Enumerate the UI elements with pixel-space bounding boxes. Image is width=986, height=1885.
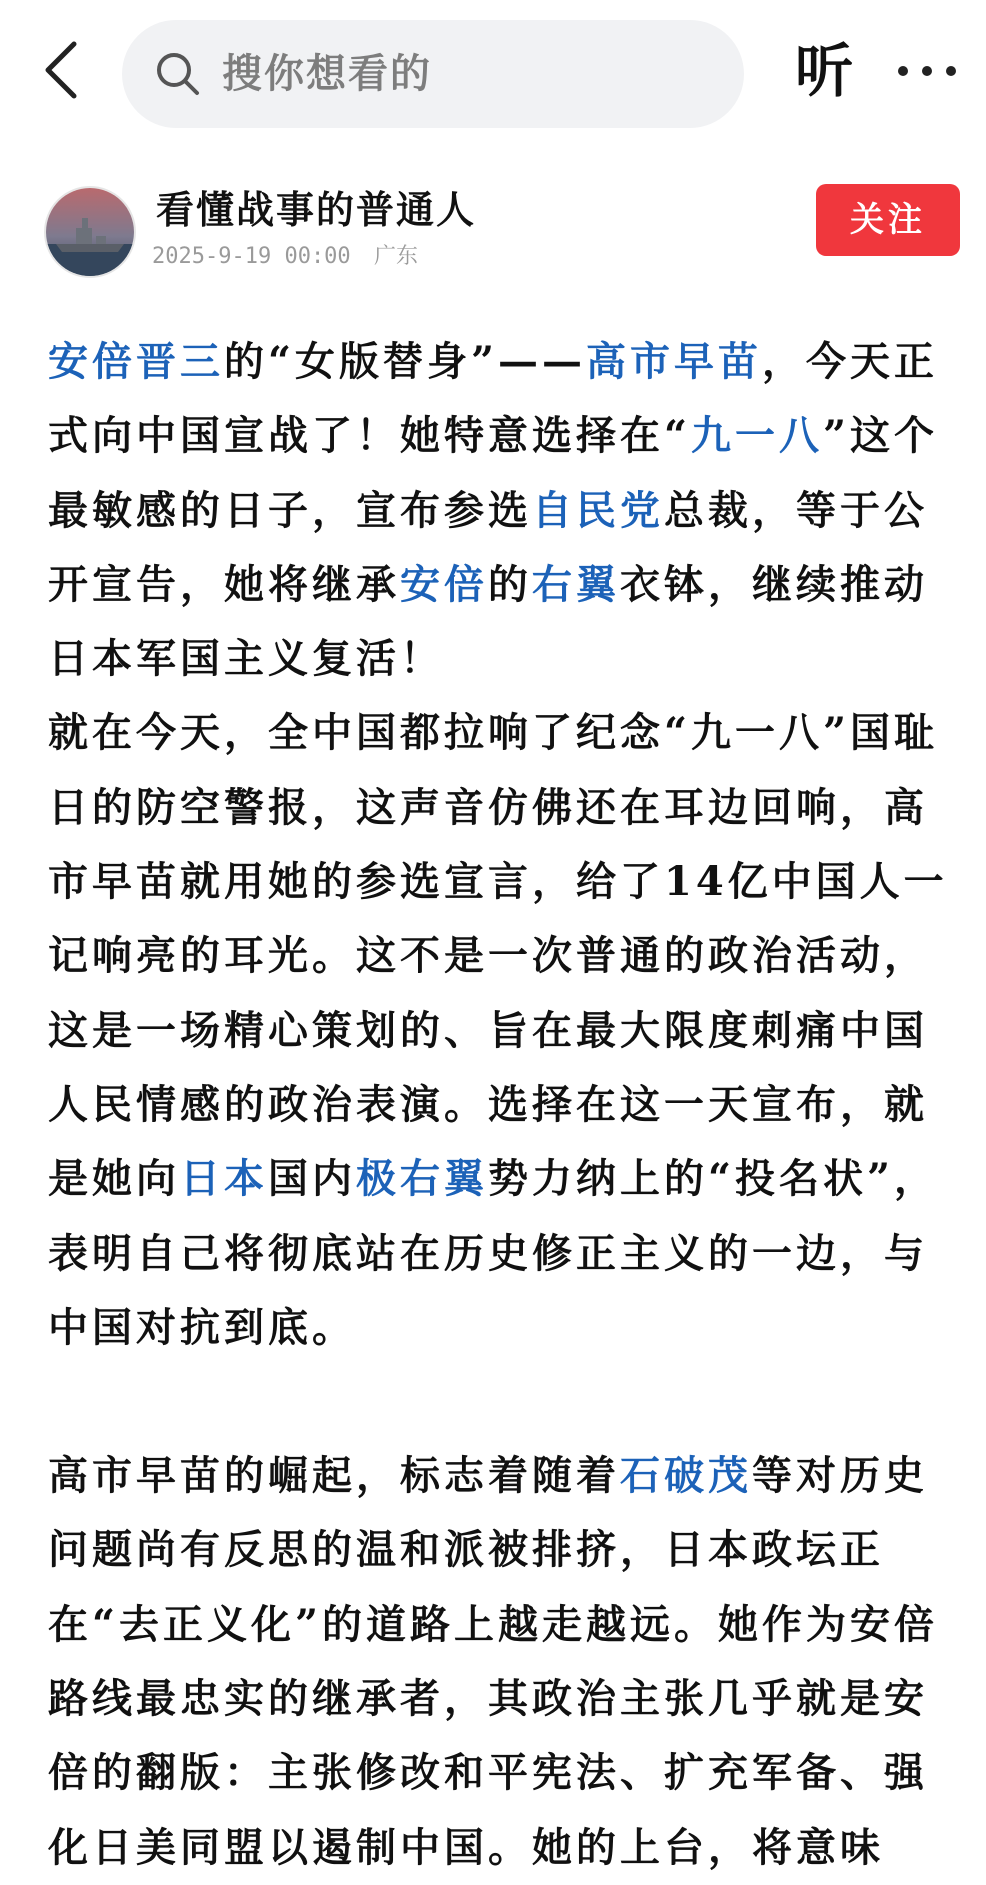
keyword-link[interactable]: 日本 [180, 1155, 268, 1203]
keyword-link[interactable]: 右翼 [532, 560, 620, 608]
warship-avatar-image [46, 188, 134, 276]
listen-button[interactable]: 听 [795, 37, 854, 105]
text-segment: 衣钵，继续推动日本军国主义复活！ [48, 560, 928, 683]
text-segment: 总裁，等于公开宣告，她将继承 [48, 486, 928, 608]
search-icon [154, 50, 202, 98]
text-segment: ，今天正式向中国宣战了！她特意选择在“ [48, 338, 939, 460]
more-options-icon[interactable] [896, 54, 958, 94]
post-meta [152, 242, 418, 272]
author-name[interactable]: 看懂战事的普通人 [156, 187, 477, 232]
text-segment: 高市早苗的崛起，标志着随着 [48, 1452, 620, 1500]
keyword-link[interactable]: 安倍 [400, 560, 488, 608]
keyword-link[interactable]: 九一八 [691, 412, 824, 460]
text-segment: 等对历史问题尚有反思的温和派被排挤，日本政坛正在“去正义化”的道路上越走越远。她作为安倍路线最忠实的继承者，其政治主张几乎就是安倍的翻版：主张修改和平宪法、扩充军备、强化日美同盟以遏制中国。她的上台，将意味 [48, 1452, 939, 1871]
top-bar [0, 0, 986, 140]
back-button[interactable] [40, 40, 90, 100]
keyword-link[interactable]: 极右翼 [356, 1155, 488, 1203]
follow-button[interactable]: 关注 [816, 184, 960, 256]
text-segment: ”这个最敏感的日子，宣布参选 [48, 412, 939, 534]
article-paragraph [48, 325, 948, 696]
post-location: 广东 [373, 244, 418, 269]
article-body [48, 325, 948, 1885]
post-datetime: 2025-9-19 00:00 [152, 244, 351, 269]
text-segment: 国内 [268, 1155, 356, 1203]
text-segment: 势力纳上的“投名状”，表明自己将彻底站在历史修正主义的一边，与中国对抗到底。 [48, 1155, 939, 1351]
keyword-link[interactable]: 安倍晋三 [48, 338, 224, 385]
author-row [0, 170, 986, 290]
keyword-link[interactable]: 高市早苗 [586, 338, 763, 385]
article-paragraph [48, 696, 948, 1365]
text-segment: 的 [488, 560, 532, 608]
avatar[interactable] [44, 186, 136, 278]
text-segment: 的“女版替身”—— [224, 338, 587, 385]
keyword-link[interactable]: 石破茂 [620, 1452, 752, 1500]
keyword-link[interactable]: 自民党 [532, 486, 664, 534]
search-placeholder: 搜你想看的 [222, 50, 432, 97]
search-input[interactable] [122, 20, 744, 128]
chevron-left-icon [40, 40, 90, 100]
text-segment: 就在今天，全中国都拉响了纪念“九一八”国耻日的防空警报，这声音仿佛还在耳边回响，高市早苗就用她的参选宣言，给了14亿中国人一记响亮的耳光。这不是一次普通的政治活动，这是一场精心策划的、旨在最大限度刺痛中国人民情感的政治表演。选择在这一天宣布，就是她向 [48, 709, 948, 1203]
article-paragraph [48, 1439, 948, 1885]
